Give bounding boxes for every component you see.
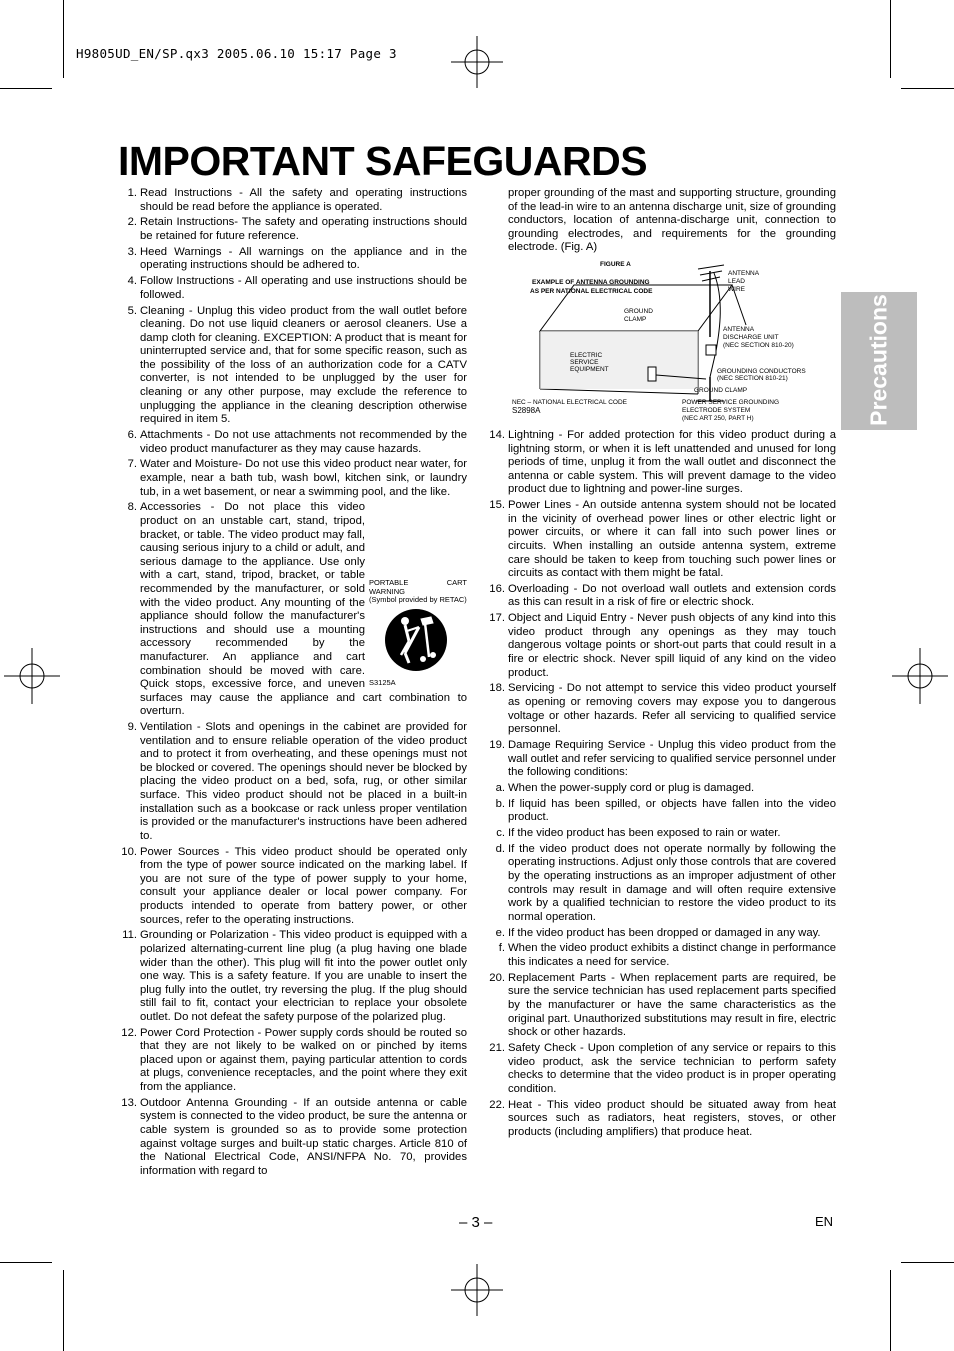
cart-caption: PORTABLE CART WARNING	[369, 578, 467, 596]
crop-mark	[0, 1262, 52, 1263]
registration-mark-right	[892, 648, 948, 704]
registration-mark-left	[4, 648, 60, 704]
list-item: 4. Follow Instructions - All operating and use instructions should be followed.	[127, 275, 467, 301]
list-subitem: b. If liquid has been spilled, or objects have fallen into the video product.	[495, 797, 836, 824]
language-code: EN	[815, 1214, 834, 1229]
list-item-continuation: proper grounding of the mast and supporting structure, grounding of the lead-in wire to an antenna discharge unit, size of grounding conductors, location of antenna-discharge unit, connection to grounding electrodes, and requirements for the grounding electrode. (Fig. A)	[508, 187, 836, 254]
crop-mark	[890, 0, 891, 78]
list-item: 6. Attachments - Do not use attachments not recommended by the video product manufacturer as they may cause hazards.	[127, 429, 467, 455]
list-item: 7. Water and Moisture- Do not use this video product near water, for example, near a bath tub, wash bowl, kitchen sink, or laundry tub, in a wet basement, or near a swimming pool, and the like.	[127, 458, 467, 498]
crop-mark	[901, 88, 954, 89]
right-column	[484, 187, 836, 1141]
label-electric-service: SERVICE	[570, 358, 599, 366]
list-item: 10. Power Sources - This video product should be operated only from the type of power source indicated on the marking label. If you are not sure of the type of power supply to your home, consult your appliance dealer or local power company. For products intended to operate from battery power, or other sources, refer to the operating instructions.	[121, 845, 467, 926]
list-subitem: e. If the video product has been dropped or damaged in any way.	[495, 926, 821, 939]
list-subitem: f. When the video product exhibits a distinct change in performance this indicates a need for service.	[498, 942, 836, 968]
figure-caption: AS PER NATIONAL ELECTRICAL CODE	[530, 287, 653, 295]
file-slug: H9805UD_EN/SP.qx3 2005.06.10 15:17 Page 3	[76, 46, 397, 61]
list-item: 22. Heat - This video product should be situated away from heat sources such as radiators, heat registers, stoves, or other products (including amplifiers) that produce heat.	[489, 1098, 836, 1138]
list-item: 2. Retain Instructions- The safety and operating instructions should be retained for future reference.	[127, 216, 467, 242]
section-tab-label: Precautions	[865, 294, 892, 426]
label-ground-clamp-bottom: GROUND CLAMP	[694, 386, 748, 394]
label-power-grounding: POWER SERVICE GROUNDING	[682, 398, 780, 406]
label-discharge-unit: DISCHARGE UNIT	[723, 333, 779, 341]
figure-caption: EXAMPLE OF ANTENNA GROUNDING	[532, 278, 650, 286]
crop-mark	[0, 88, 52, 89]
label-power-grounding: (NEC ART 250, PART H)	[682, 414, 754, 422]
label-electric-service: ELECTRIC	[570, 351, 603, 359]
registration-mark-top	[446, 36, 508, 88]
list-item: 20. Replacement Parts - When replacement parts are required, be sure the service technician has used replacement parts specified by the manufacturer or have the same characteristics as the original part. Unauthorized substitutions may result in fire, electric shock or other hazards.	[489, 971, 836, 1039]
cart-code: S3125A	[369, 678, 396, 688]
list-item: 11. Grounding or Polarization - This video product is equipped with a polarized alternating-current line plug (a plug having one blade wider than the other). This plug will fit into the power outlet only one way. This is a safety feature. If you are unable to insert the plug fully into the outlet, try reversing the plug. If the plug should still fail to fit, contact your electrician to replace your obsolete outlet. Do not defeat the safety purpose of the polarized plug.	[122, 929, 467, 1023]
page-number: – 3 –	[459, 1214, 493, 1231]
registration-mark-bottom	[446, 1264, 508, 1316]
label-electric-service: EQUIPMENT	[570, 365, 609, 373]
list-item: 5. Cleaning - Unplug this video product from the wall outlet before cleaning. Do not use liquid cleaners or aerosol cleaners. Use a damp cloth for cleaning. EXCEPTION: A product that is meant for uninterrupted service and, that for some specific reason, such as the possibility of the loss of an authorization code for a CATV converter, is not intended to be unplugged by the user for cleaning or any other purpose, may exclude the reference to unplugging the appliance in the cleaning description otherwise required in item 5.	[127, 304, 467, 426]
list-item: 12. Power Cord Protection - Power supply cords should be routed so that they are not likely to be walked on or pinched by items placed upon or against them, paying particular attention to cords at plugs, convenience receptacles, and the point where they exit from the appliance.	[121, 1026, 467, 1094]
list-subitem: d. If the video product does not operate normally by following the operating instructions. Adjust only those controls that are covered by the operating instructions as an improper adjustment of other controls may result in damage and will often require extensive work by a qualified technician to restore the video product to its normal operation.	[495, 842, 836, 923]
figure-label: FIGURE A	[600, 260, 631, 268]
crop-mark	[63, 1270, 64, 1351]
left-column	[116, 187, 467, 1181]
label-grounding-conductors: (NEC SECTION 810-21)	[717, 374, 788, 382]
crop-mark	[890, 1270, 891, 1351]
label-discharge-unit: (NEC SECTION 810-20)	[723, 341, 794, 349]
list-item: 14. Lightning - For added protection for this video product during a lightning storm, or when it is left unattended and unused for long periods of time, unplug it from the wall outlet and disconnect the antenna or cable system. This will prevent damage to the video product due to lightning and power-line surges.	[489, 428, 836, 496]
label-ground-clamp: CLAMP	[624, 315, 647, 323]
list-item: 16. Overloading - Do not overload wall outlets and extension cords as this can result in a risk of fire or electric shock.	[489, 582, 836, 609]
list-item: 18. Servicing - Do not attempt to service this video product yourself as opening or removing covers may expose you to dangerous voltage or other hazards. Refer all servicing to qualified service personnel.	[489, 682, 836, 736]
list-item: 1. Read Instructions - All the safety and operating instructions should be read before the appliance is operated.	[127, 187, 467, 213]
list-item: 3. Heed Warnings - All warnings on the appliance and in the operating instructions should be adhered to.	[127, 245, 467, 272]
list-subitem: a. When the power-supply cord or plug is damaged.	[495, 781, 755, 794]
antenna-grounding-figure	[510, 259, 828, 425]
label-nec: NEC – NATIONAL ELECTRICAL CODE	[512, 398, 627, 406]
list-item: 19. Damage Requiring Service - Unplug this video product from the wall outlet and refer servicing to qualified service personnel under the following conditions:	[489, 738, 836, 779]
crop-mark	[901, 1262, 954, 1263]
list-item: 21. Safety Check - Upon completion of any service or repairs to this video product, ask the service technician to perform safety checks to determine that the video product is in proper operating condition.	[489, 1041, 836, 1095]
cart-caption-sub: (Symbol provided by RETAC)	[369, 595, 467, 605]
label-antenna-lead: WIRE	[728, 285, 745, 293]
figure-code: S2898A	[512, 405, 541, 415]
page-title: IMPORTANT SAFEGUARDS	[118, 138, 648, 184]
portable-cart-warning-figure	[369, 578, 467, 688]
list-subitem: c. If the video product has been exposed to rain or water.	[496, 827, 781, 840]
label-power-grounding: ELECTRODE SYSTEM	[682, 406, 751, 414]
crop-mark	[63, 0, 64, 78]
label-antenna-lead: LEAD	[728, 277, 745, 285]
label-antenna-lead: ANTENNA	[728, 269, 760, 277]
list-item: 8. PORTABLE CART WARNING (Symbol provided by RETAC) S3125A Accessories - Do not place this video product on an unstable cart, stand, tripod, bracket, or table. The video product may fall, causing serious injury to a child or adult, and serious damage to the appliance. Use only with a cart, stand, tripod, bracket, or table recommended by the manufacturer, or sold with the video product. Any mounting of the appliance should follow the manufacturer's instructions and should use a mounting accessory recommended by the manufacturer. An appliance and cart combination should be moved with care. Quick stops, excessive force, and uneven surfaces may cause the appliance and cart combination to overturn.	[127, 501, 467, 718]
list-item: 17. Object and Liquid Entry - Never push objects of any kind into this video product through any openings as they may touch dangerous voltage points or short-out parts that could result in a fire or electric shock. Never spill liquid of any kind on the video product.	[489, 612, 836, 679]
label-grounding-conductors: GROUNDING CONDUCTORS	[717, 367, 806, 375]
cart-tipover-icon	[383, 605, 449, 675]
label-discharge-unit: ANTENNA	[723, 325, 755, 333]
list-item: 9. Ventilation - Slots and openings in the cabinet are provided for ventilation and to ensure reliable operation of the video product and to protect it from overheating, and these openings must not be blocked or covered. The openings should never be blocked by placing the video product on a bed, sofa, rug, or other similar surface. This video product should not be placed in a built-in installation such as a bookcase or rack unless proper ventilation is provided or the manufacturer's instructions have been adhered to.	[127, 721, 467, 842]
label-ground-clamp: GROUND	[624, 307, 653, 315]
list-item: 15. Power Lines - An outside antenna system should not be located in the vicinity of overhead power lines or other electric light or power circuits, or where it can fall into such power lines or circuits. When installing an outside antenna system, extreme care should be taken to keep from touching such power lines or circuits as contact with them might be fatal.	[489, 499, 836, 580]
list-item: 13. Outdoor Antenna Grounding - If an outside antenna or cable system is connected to the video product, be sure the antenna or cable system is grounded so as to provide some protection against voltage surges and built-up static charges. Article 810 of the National Electrical Code, ANSI/NFPA No. 70, provides information with regard to	[121, 1096, 467, 1177]
